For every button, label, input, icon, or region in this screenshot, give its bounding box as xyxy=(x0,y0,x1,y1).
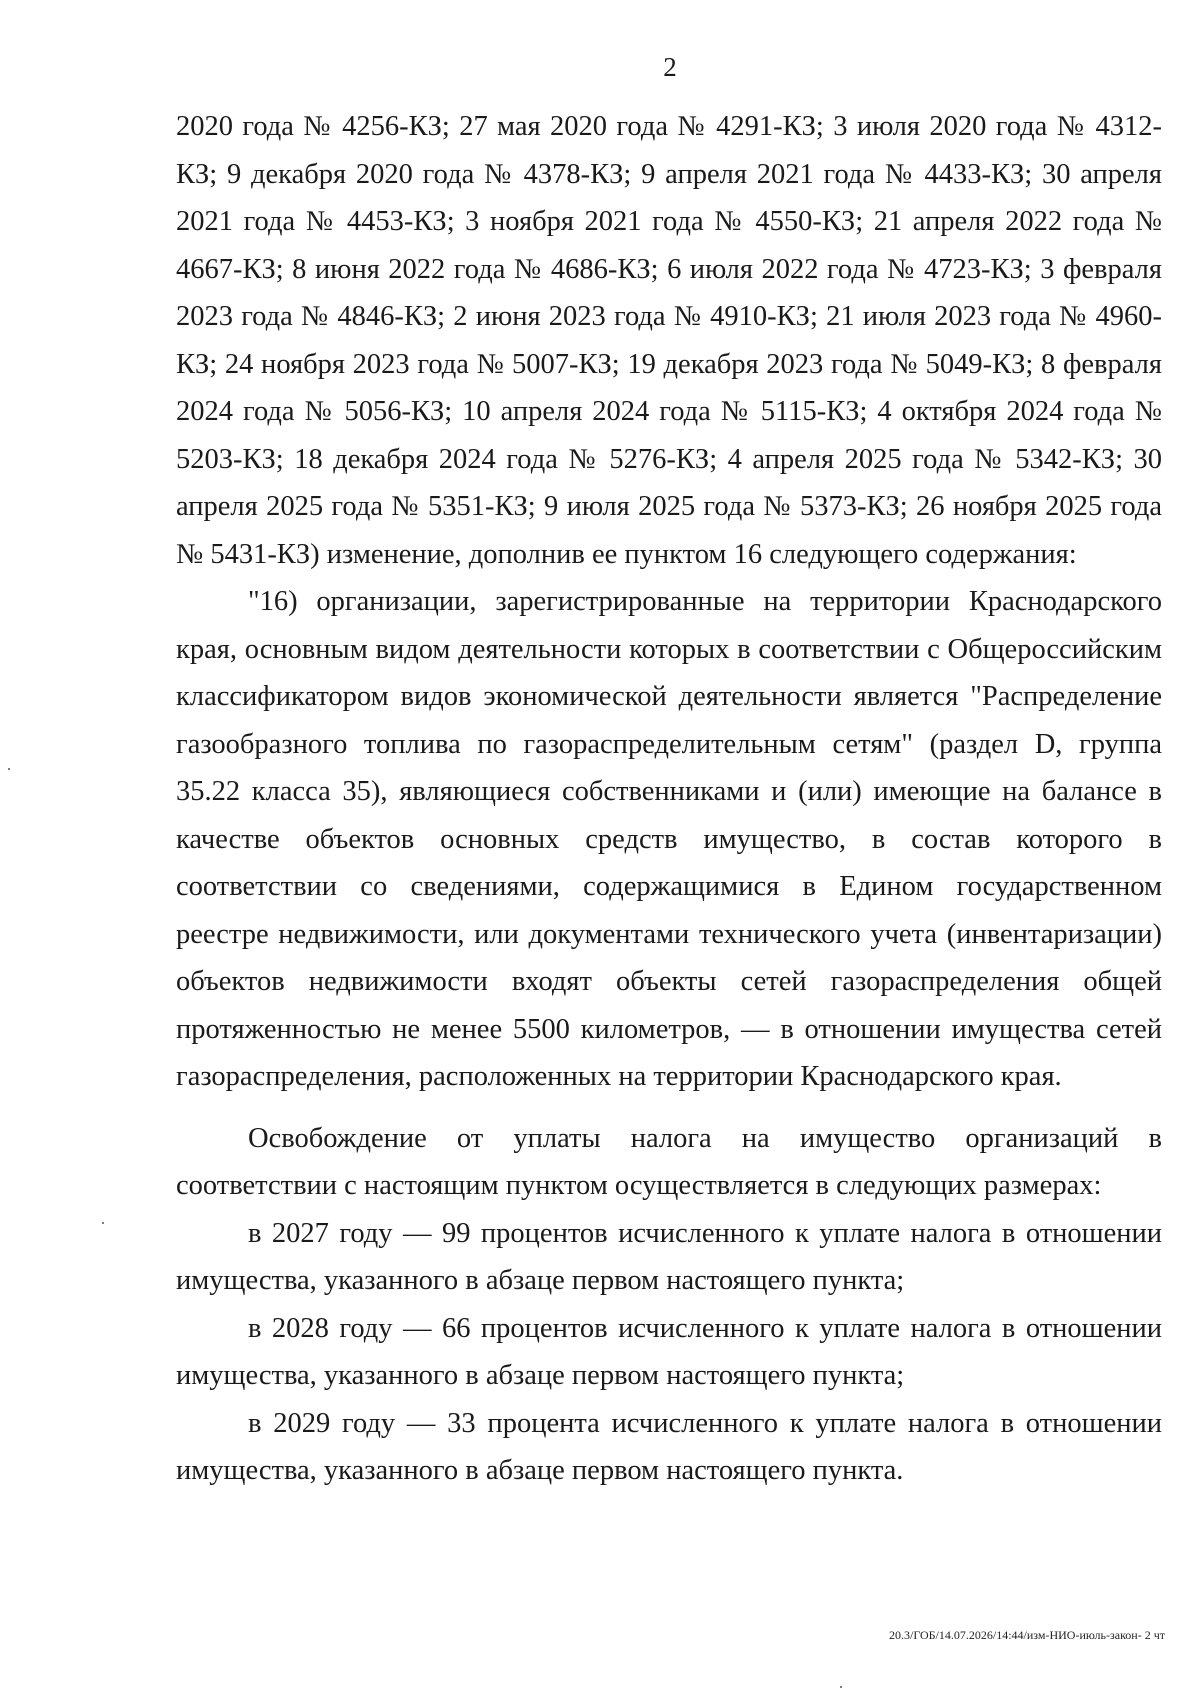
paragraph-year-2028: в 2028 году — 66 процентов исчисленного к уплате налога в отношении имущества, указанного в абзаце первом настоящего пункта; xyxy=(176,1312,1162,1391)
paragraph-exemption: Освобождение от уплаты налога на имущество организаций в соответствии с настоящим пунктом осуществляется в следующих размерах: xyxy=(176,1122,1162,1201)
scan-speck xyxy=(102,1222,104,1224)
paragraph-item-16: "16) организации, зарегистрированные на территории Краснодарского края, основным видом деятельности которых в соответствии с Общероссийским классификатором видов экономической деятельности является "Распределение газообразного топлива по газораспределительным сетям" (раздел D, группа 35.22 класса 35), являющиеся собственниками и (или) имеющие на балансе в качестве объектов основных средств имущество, в состав которого в соответствии со сведениями, содержащимися в Едином государственном реестре недвижимости, или документами технического учета (инвентаризации) объектов недвижимости входят объекты сетей газораспределения общей протяженностью не менее 5500 километров, — в отношении имущества сетей газораспределения, расположенных на территории Краснодарского края. xyxy=(176,586,1162,1092)
paragraph-year-2029: в 2029 году — 33 процента исчисленного к уплате налога в отношении имущества, указанного в абзаце первом настоящего пункта. xyxy=(176,1407,1162,1486)
scan-speck xyxy=(8,768,10,770)
footer-document-code: 20.3/ГОБ/14.07.2026/14:44/изм-НИО-июль-закон- 2 чт xyxy=(889,1628,1165,1642)
paragraph-continuation: 2020 года № 4256-КЗ; 27 мая 2020 года № 4291-КЗ; 3 июля 2020 года № 4312-КЗ; 9 декабря 2020 года № 4378-КЗ; 9 апреля 2021 года № 4433-КЗ; 30 апреля 2021 года № 4453-КЗ; 3 ноября 2021 года № 4550-КЗ; 21 апреля 2022 года № 4667-КЗ; 8 июня 2022 года № 4686-КЗ; 6 июля 2022 года № 4723-КЗ; 3 февраля 2023 года № 4846-КЗ; 2 июня 2023 года № 4910-КЗ; 21 июля 2023 года № 4960-КЗ; 24 ноября 2023 года № 5007-КЗ; 19 декабря 2023 года № 5049-КЗ; 8 февраля 2024 года № 5056-КЗ; 10 апреля 2024 года № 5115-КЗ; 4 октября 2024 года № 5203-КЗ; 18 декабря 2024 года № 5276-КЗ; 4 апреля 2025 года № 5342-КЗ; 30 апреля 2025 года № 5351-КЗ; 9 июля 2025 года № 5373-КЗ; 26 ноября 2025 года № 5431-КЗ) изменение, дополнив ее пунктом 16 следующего содержания: xyxy=(176,111,1162,570)
page-number: 2 xyxy=(663,52,677,82)
paragraph-year-2027: в 2027 году — 99 процентов исчисленного к уплате налога в отношении имущества, указанного в абзаце первом настоящего пункта; xyxy=(176,1217,1162,1296)
scan-speck xyxy=(840,1686,842,1688)
document-body xyxy=(176,103,1162,1495)
